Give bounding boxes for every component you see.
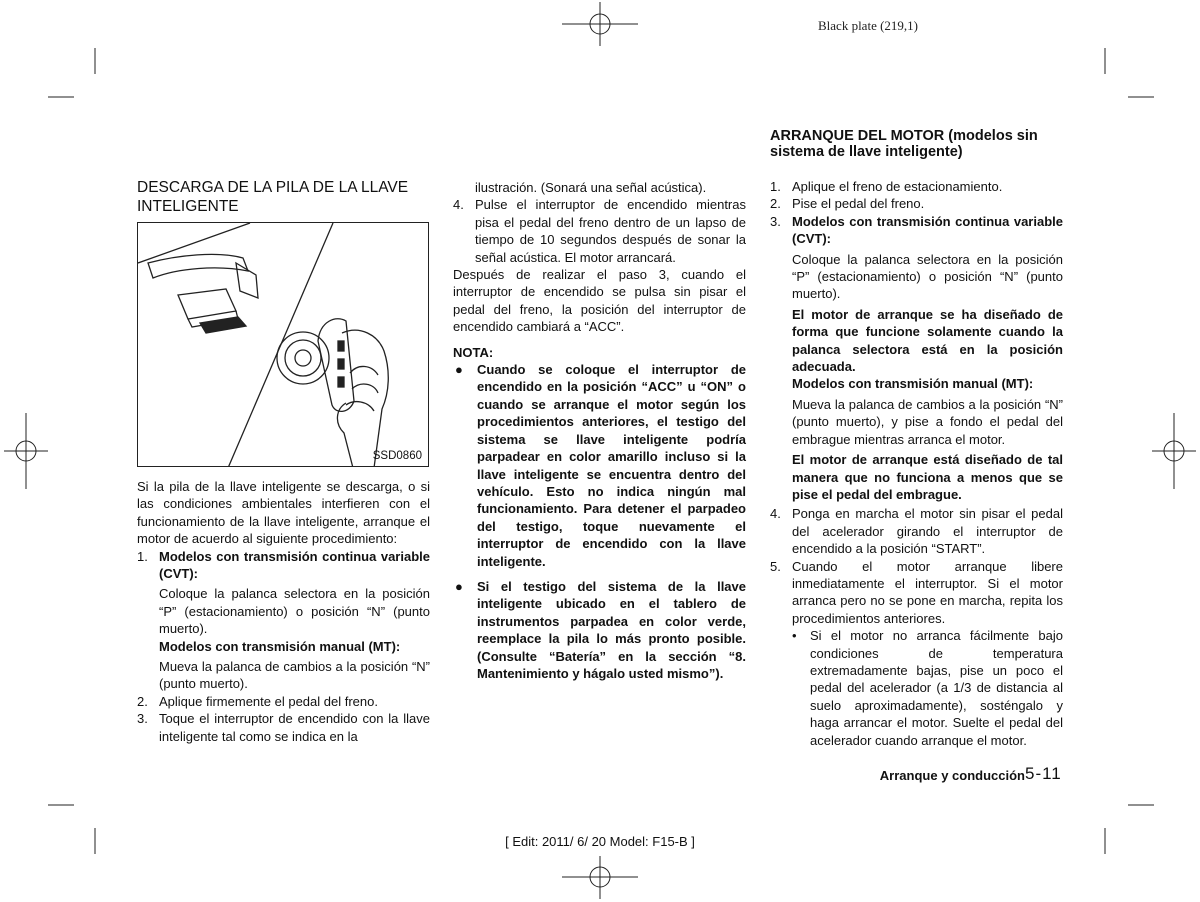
step3-continuation: ilustración. (Sonará una señal acústica). [475,180,707,195]
step-text-mt: Mueva la palanca de cambios a la posición “N” (punto muerto), y pise a fondo el pedal del embrague mientras arranca el motor. [792,396,1063,447]
smart-key-drawing [138,223,429,467]
note-list [453,361,746,682]
step-heading-mt: Modelos con transmisión manual (MT): [792,376,1034,392]
step-text: Pulse el interruptor de encendido mientras pisa el pedal del freno dentro de un lapso de tiempo de 10 segundos después de sonar la señal acústica. El motor arrancará. [475,197,746,265]
list-item [137,710,430,745]
middle-steps [453,196,746,266]
step-text-cvt: Coloque la palanca selectora en la posición “P” (estacionamiento) o posición “N” (punto muerto). [792,251,1063,302]
list-item [770,195,1063,212]
after-paragraph: Después de realizar el paso 3, cuando el interruptor de encendido se pulsa sin pisar el pedal del freno, la posición del interruptor de encendido cambiará a “ACC”. [453,267,746,335]
page-number: 5-11 [1025,764,1062,783]
sub-list [792,627,1063,749]
bullet-icon: • [792,628,797,644]
list-item [453,196,746,266]
step-text-cvt: Coloque la palanca selectora en la posición “P” (estacionamiento) o posición “N” (punto muerto). [159,586,430,637]
list-item [453,578,746,682]
step-text: Aplique el freno de estacionamiento. [792,179,1003,194]
right-column [770,128,1063,749]
list-item [770,558,1063,749]
list-item [792,627,1063,749]
note-text: Cuando se coloque el interruptor de encendido en la posición “ACC” u “ON” o cuando se arranque el motor según los procedimientos anteriores, el testigo del sistema se llave inteligente podría parpadear en color amarillo incluso si la llave inteligente se encuentra dentro del vehículo. Esto no indica ningún mal funcionamiento. Para detener el parpadeo del testigo, toque nuevamente el interruptor de encendido con la llave inteligente. [477,362,746,569]
note-heading: NOTA: [453,344,494,360]
bullet-icon: ● [455,578,463,594]
edit-info: [ Edit: 2011/ 6/ 20 Model: F15-B ] [505,834,695,849]
step-heading-cvt: Modelos con transmisión continua variable (CVT): [792,213,1063,247]
step-number: 1. [137,548,148,564]
list-item [453,361,746,570]
step-text: Aplique firmemente el pedal del freno. [159,693,378,709]
step-text: Ponga en marcha el motor sin pisar el pedal del acelerador girando el interruptor de encendido a la posición “START”. [792,506,1063,557]
left-column [137,178,430,216]
list-item [770,505,1063,557]
list-item [770,213,1063,504]
step-number: 1. [770,179,781,194]
step-number: 4. [453,197,464,213]
step-number: 2. [137,693,148,709]
intro-paragraph: Si la pila de la llave inteligente se descarga, o si las condiciones ambientales interfieren con el funcionamiento de la llave inteligente, arranque el motor de acuerdo al siguiente procedimiento: [137,479,430,547]
list-item [137,548,430,693]
step-number: 4. [770,506,781,522]
registration-target-top [562,2,638,46]
figure-code: SSD0860 [372,450,422,462]
warning-text-cvt: El motor de arranque se ha diseñado de forma que funcione solamente cuando la palanca selectora está en la posición adecuada. [792,306,1063,375]
step-number: 3. [137,711,148,727]
middle-column [453,179,746,682]
black-plate-label: Black plate (219,1) [818,18,918,33]
step-heading-cvt: Modelos con transmisión continua variable (CVT): [159,548,430,582]
step-number: 2. [770,196,781,212]
sub-text: Si el motor no arranca fácilmente bajo condiciones de temperatura extremadamente bajas, pise un poco el pedal del acelerador (a 1/3 de distancia al suelo aproximadamente), sosténgalo y haga arrancar el motor. Suelte el pedal del acelerador cuando arranque el motor. [810,628,1063,748]
smart-key-illustration [137,222,429,467]
registration-target-bottom [562,856,638,899]
step-heading-mt: Modelos con transmisión manual (MT): [159,638,401,654]
section-title-start-engine: ARRANQUE DEL MOTOR (modelos sin sistema de llave inteligente) [770,128,1038,160]
left-column-text [137,478,430,745]
warning-text-mt: El motor de arranque está diseñado de tal manera que no funciona a menos que se pise el pedal del embrague. [792,452,1063,502]
step-number: 3. [770,213,781,229]
left-steps [137,548,430,745]
bullet-icon: ● [455,362,463,378]
list-item [770,178,1063,195]
section-title-battery: DESCARGA DE LA PILA DE LA LLAVE INTELIGENTE [137,179,409,215]
note-text: Si el testigo del sistema de la llave inteligente ubicado en el tablero de instrumentos parpadea en color verde, reemplace la pila lo más pronto posible. (Consulte “Batería” en la sección “8. Mantenimiento y hágalo usted mismo”). [477,578,746,681]
step-text: Pise el pedal del freno. [792,196,925,212]
step-number: 5. [770,558,781,574]
step-text: Toque el interruptor de encendido con la llave inteligente tal como se indica en la [159,711,430,744]
registration-target-right [1152,413,1196,489]
step-text: Cuando el motor arranque libere inmediatamente el interruptor. Si el motor arranca pero no se pone en marcha, repita los procedimientos anteriores. [792,558,1063,626]
footer-section-name: Arranque y conducción [879,768,1025,783]
step-text-mt: Mueva la palanca de cambios a la posición “N” (punto muerto). [159,659,430,692]
list-item [137,693,430,710]
registration-target-left [4,413,48,489]
right-steps [770,178,1063,749]
